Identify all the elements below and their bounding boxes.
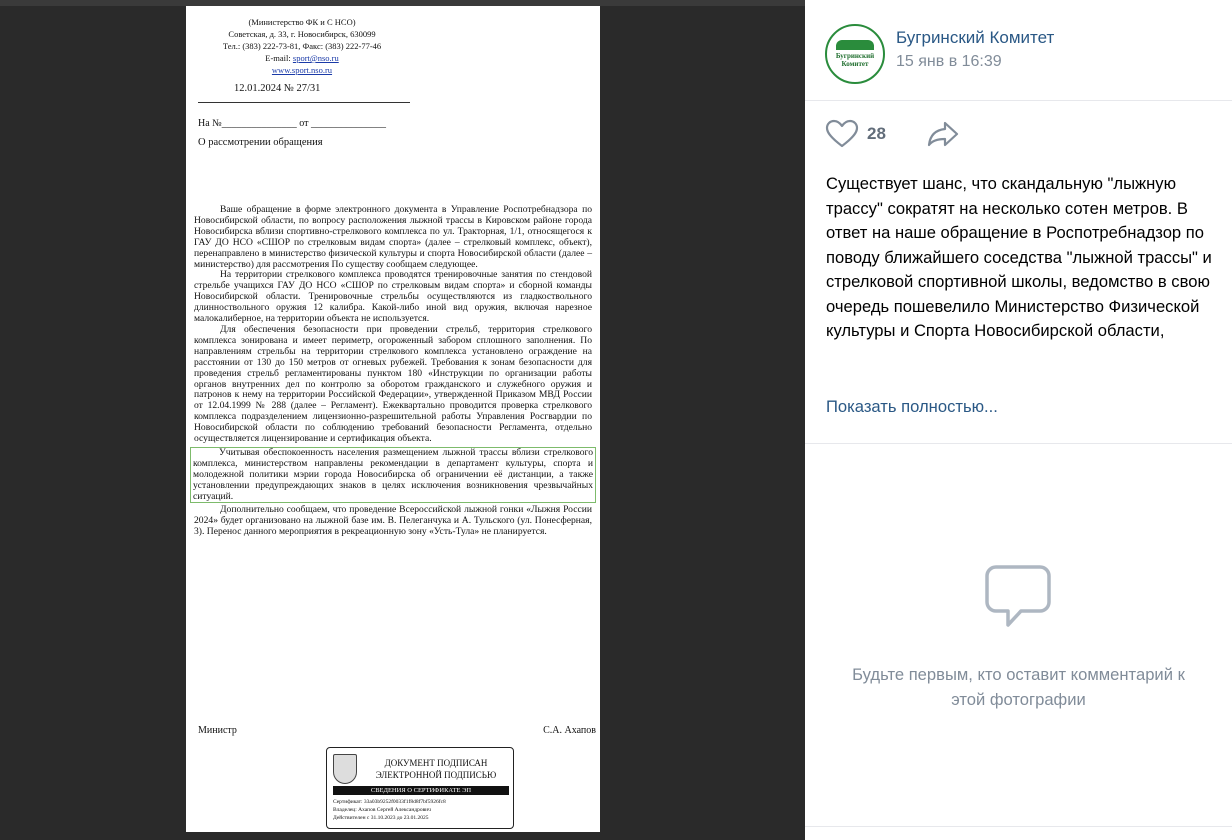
doc-paragraph-highlighted: Учитывая обеспокоенность населения размещением лыжной трассы вблизи стрелкового комплекса, министерством направлены рекомендации в департамент культуры, спорта и молодежной политики мэрии города Новосибирска об ограничении её дистанции, а также установлении предупреждающих знаков в целях исключения возникновения чрезвычайных ситуаций. (190, 447, 596, 504)
post-time[interactable]: 15 янв в 16:39 (896, 53, 1002, 70)
doc-paragraph: Для обеспечения безопасности при проведении стрельб, территория стрелкового комплекса зонирована и имеет периметр, огороженный забором сплошного заполнения. По направлениям стрельбы на территории стрелкового комплекса установлено ограждение на расстоянии от 130 до 150 метров от огневых рубежей. Требования к зонам безопасности для проведения стрельб регламентированы пунктом 180 «Инструкции по организации работы органов внутренних дел по контролю за оборотом гражданского и служебного оружия и патронов к нему на территории Российской Федерации», утвержденной Приказом МВД России от 12.04.1999 № 288 (далее – Регламент). Ежеквартально проводится проверка стрелкового комплекса подразделением лицензионно-разрешительной работы Управления Росгвардии по Новосибирской области по соблюдению требований безопасности Регламента, отдельно осуществляется лицензирование и сертификация объекта. (194, 323, 592, 445)
show-more-link[interactable]: Показать полностью... (826, 397, 998, 416)
site-link: www.sport.nso.ru (271, 65, 333, 75)
post-text: Существует шанс, что скандальную "лыжную трассу" сократят на несколько сотен метров. В ответ на наше обращение в Роспотребнадзор по поводу ближайшего соседства "лыжной трассы" и стрелковой спортивной школы, ведомство в свою очередь пошевелило Министерство Физической культуры и Спорта Новосибирской области, (826, 174, 1212, 340)
letterhead-line: Тел.: (383) 222-73-81, Факс: (383) 222-77-46 (222, 41, 382, 51)
divider (805, 100, 1232, 101)
letterhead-line: Советская, д. 33, г. Новосибирск, 630099 (228, 29, 376, 39)
doc-ref-line: На №_______________ от _______________ (198, 118, 386, 129)
stamp-owner: Владелец: Ахапов Сергей Александрович (333, 807, 431, 813)
email-link: sport@nso.ru (292, 53, 339, 63)
stamp-details (333, 798, 446, 822)
share-icon (926, 119, 960, 149)
author-name[interactable]: Бугринский Комитет (896, 28, 1055, 47)
doc-ref-underline (198, 102, 410, 103)
coat-of-arms-icon (333, 754, 357, 784)
stamp-cert: Сертификат: 33a03b9252f0033f1f8d8f7bf5926fc8 (333, 799, 446, 805)
doc-paragraph: На территории стрелкового комплекса проводятся тренировочные занятия по стендовой стрельбе учащихся ГАУ ДО НСО «СШОР по стрелковым видам спорта» и сборной команды Новосибирской области. Тренировочные стрельбы осуществляются из гладкоствольного длинноствольного оружия 12 калибра. Какой-либо иной вид оружия, включая нарезное малокалиберное, на территории объекта не используется. (194, 269, 592, 325)
doc-paragraph: Ваше обращение в форме электронного документа в Управление Роспотребнадзора по Новосибирской области, по вопросу расположения лыжной трассы в Кировском районе города Новосибирска вблизи спортивно-стрелкового комплекса по ул. Тракторная, 1/1, относящегося к ГАУ ДО НСО «СШОР по стрелковым видам спорта» (далее – стрелковый комплекс, объект), перенаправлено в министерство физической культуры и спорта Новосибирской области (далее – министерство) для рассмотрения По существу сообщаем следующее. (194, 204, 592, 270)
email-label: E-mail: (265, 53, 293, 63)
empty-comments-text: Будьте первым, кто оставит комментарий к этой фотографии (852, 665, 1185, 709)
doc-minister-label: Министр (198, 725, 237, 736)
stamp-title-line: ЭЛЕКТРОННОЙ ПОДПИСЬЮ (375, 770, 497, 780)
heart-icon (825, 119, 859, 149)
e-signature-stamp (326, 747, 514, 829)
stamp-title (361, 757, 511, 781)
doc-letterhead (186, 16, 418, 76)
comments-empty-icon (981, 562, 1055, 630)
stamp-title-line: ДОКУМЕНТ ПОДПИСАН (384, 758, 488, 768)
share-button[interactable] (926, 119, 960, 149)
like-count: 28 (867, 124, 886, 143)
divider (805, 826, 1232, 827)
doc-date-number: 12.01.2024 № 27/31 (234, 83, 321, 94)
doc-body (194, 205, 592, 538)
letterhead-email-line (186, 52, 418, 64)
post-panel (805, 0, 1232, 840)
author-avatar[interactable] (825, 24, 885, 84)
avatar-text: Бугринский Комитет (835, 52, 875, 68)
stamp-valid: Действителен с 31.10.2023 до 23.01.2025 (333, 815, 429, 821)
doc-paragraph: Дополнительно сообщаем, что проведение Всероссийской лыжной гонки «Лыжня России 2024» будет организовано на лыжной базе им. В. Пелеганчука и А. Тульского (ул. Понесферная, 3). Перенос данного мероприятия в рекреационную зону «Усть-Тула» не планируется. (194, 504, 592, 538)
document-photo[interactable] (186, 6, 600, 832)
like-button[interactable] (825, 119, 886, 149)
letterhead-line: (Министерство ФК и С НСО) (248, 17, 356, 27)
avatar-emblem (836, 40, 874, 50)
stamp-bar: СВЕДЕНИЯ О СЕРТИФИКАТЕ ЭП (333, 786, 509, 795)
doc-subject: О рассмотрении обращения (198, 137, 323, 148)
divider (805, 443, 1232, 444)
doc-signer: С.А. Ахапов (543, 725, 596, 736)
